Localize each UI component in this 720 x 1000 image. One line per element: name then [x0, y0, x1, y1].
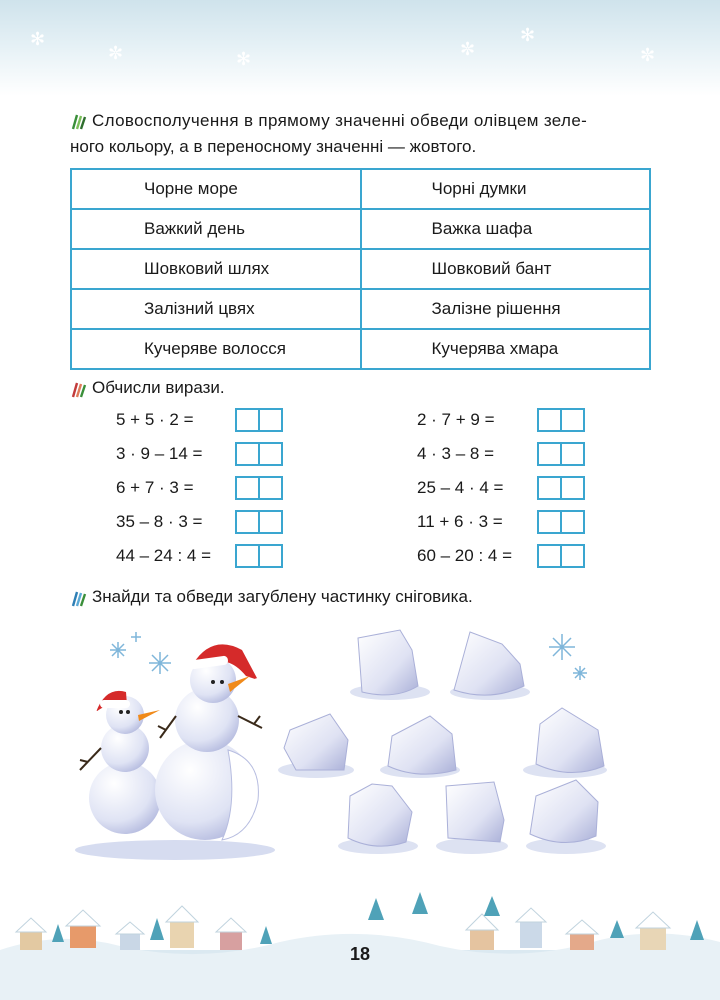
table-cell[interactable]	[71, 249, 361, 289]
table-cell[interactable]	[71, 169, 361, 209]
snowflake-icon: ✼	[460, 39, 476, 59]
answer-box[interactable]	[235, 442, 283, 466]
task2-title: Обчисли вирази.	[92, 378, 225, 397]
expression-text: 35 – 8 · 3 =	[116, 512, 203, 531]
snow-piece[interactable]	[454, 632, 524, 695]
answer-box[interactable]	[235, 510, 283, 534]
snow-piece[interactable]	[284, 714, 348, 770]
expression-text: 6 + 7 · 3 =	[116, 478, 194, 497]
answer-box[interactable]	[537, 476, 585, 500]
phrase-text: Кучеряве волосся	[144, 339, 286, 358]
answer-box[interactable]	[537, 544, 585, 568]
phrase-text: Важкий день	[144, 219, 245, 238]
snowflake-icon: ✻	[520, 25, 536, 45]
snow-piece[interactable]	[358, 630, 418, 695]
bottom-village-banner	[0, 880, 720, 1000]
task1-instruction-line1: Словосполучення в прямому значенні обведи олівцем зеле-	[92, 111, 588, 130]
big-snowman	[155, 644, 264, 840]
pencils-icon	[70, 113, 88, 131]
pencils-icon	[70, 590, 88, 608]
snow-piece[interactable]	[388, 716, 456, 774]
table-cell[interactable]	[71, 209, 361, 249]
table-row	[71, 209, 650, 249]
expression-text: 60 – 20 : 4 =	[417, 546, 512, 565]
snowmen-illustration	[0, 620, 720, 870]
expression-text: 3 · 9 – 14 =	[116, 444, 203, 463]
table-row	[71, 249, 650, 289]
snow-piece[interactable]	[446, 782, 504, 842]
snowflake-icon: ✼	[640, 45, 656, 65]
expression-text: 2 · 7 + 9 =	[417, 410, 495, 429]
page-number: 18	[349, 944, 371, 964]
top-winter-banner	[0, 0, 720, 96]
phrases-table	[70, 168, 651, 370]
answer-box[interactable]	[537, 510, 585, 534]
snowflake-icon: ✻	[236, 49, 252, 69]
snowflake-icon: ✼	[108, 43, 124, 63]
phrase-text: Чорні думки	[431, 179, 527, 198]
pencils-icon	[70, 381, 88, 399]
snow-piece[interactable]	[348, 784, 412, 846]
small-snowman	[80, 691, 161, 834]
answer-box[interactable]	[235, 544, 283, 568]
table-cell[interactable]	[361, 249, 651, 289]
answer-box[interactable]	[537, 442, 585, 466]
expression-text: 25 – 4 · 4 =	[417, 478, 504, 497]
snow-piece[interactable]	[536, 708, 604, 773]
task1-instruction-line2: ного кольору, а в переносному значенні — жовтого.	[70, 137, 477, 156]
phrase-text: Важка шафа	[431, 219, 533, 238]
expression-text: 5 + 5 · 2 =	[116, 410, 194, 429]
table-cell[interactable]	[361, 329, 651, 369]
answer-box[interactable]	[235, 408, 283, 432]
table-cell[interactable]	[71, 289, 361, 329]
phrase-text: Залізне рішення	[431, 299, 561, 318]
phrase-text: Залізний цвях	[144, 299, 255, 318]
phrase-text: Шовковий бант	[431, 259, 552, 278]
answer-box[interactable]	[537, 408, 585, 432]
snowflake-icon: ✻	[30, 29, 46, 49]
table-row	[71, 169, 650, 209]
table-cell[interactable]	[361, 209, 651, 249]
table-cell[interactable]	[71, 329, 361, 369]
table-cell[interactable]	[361, 169, 651, 209]
phrase-text: Чорне море	[144, 179, 238, 198]
answer-box[interactable]	[235, 476, 283, 500]
snow-piece-options	[278, 630, 607, 854]
phrase-text: Кучерява хмара	[431, 339, 559, 358]
phrase-text: Шовковий шлях	[144, 259, 270, 278]
table-cell[interactable]	[361, 289, 651, 329]
expression-text: 44 – 24 : 4 =	[116, 546, 211, 565]
table-row	[71, 329, 650, 369]
task3-title: Знайди та обведи загублену частинку сніговика.	[92, 587, 473, 606]
expression-text: 4 · 3 – 8 =	[417, 444, 495, 463]
table-row	[71, 289, 650, 329]
expression-text: 11 + 6 · 3 =	[417, 512, 503, 531]
snow-piece[interactable]	[530, 780, 598, 843]
